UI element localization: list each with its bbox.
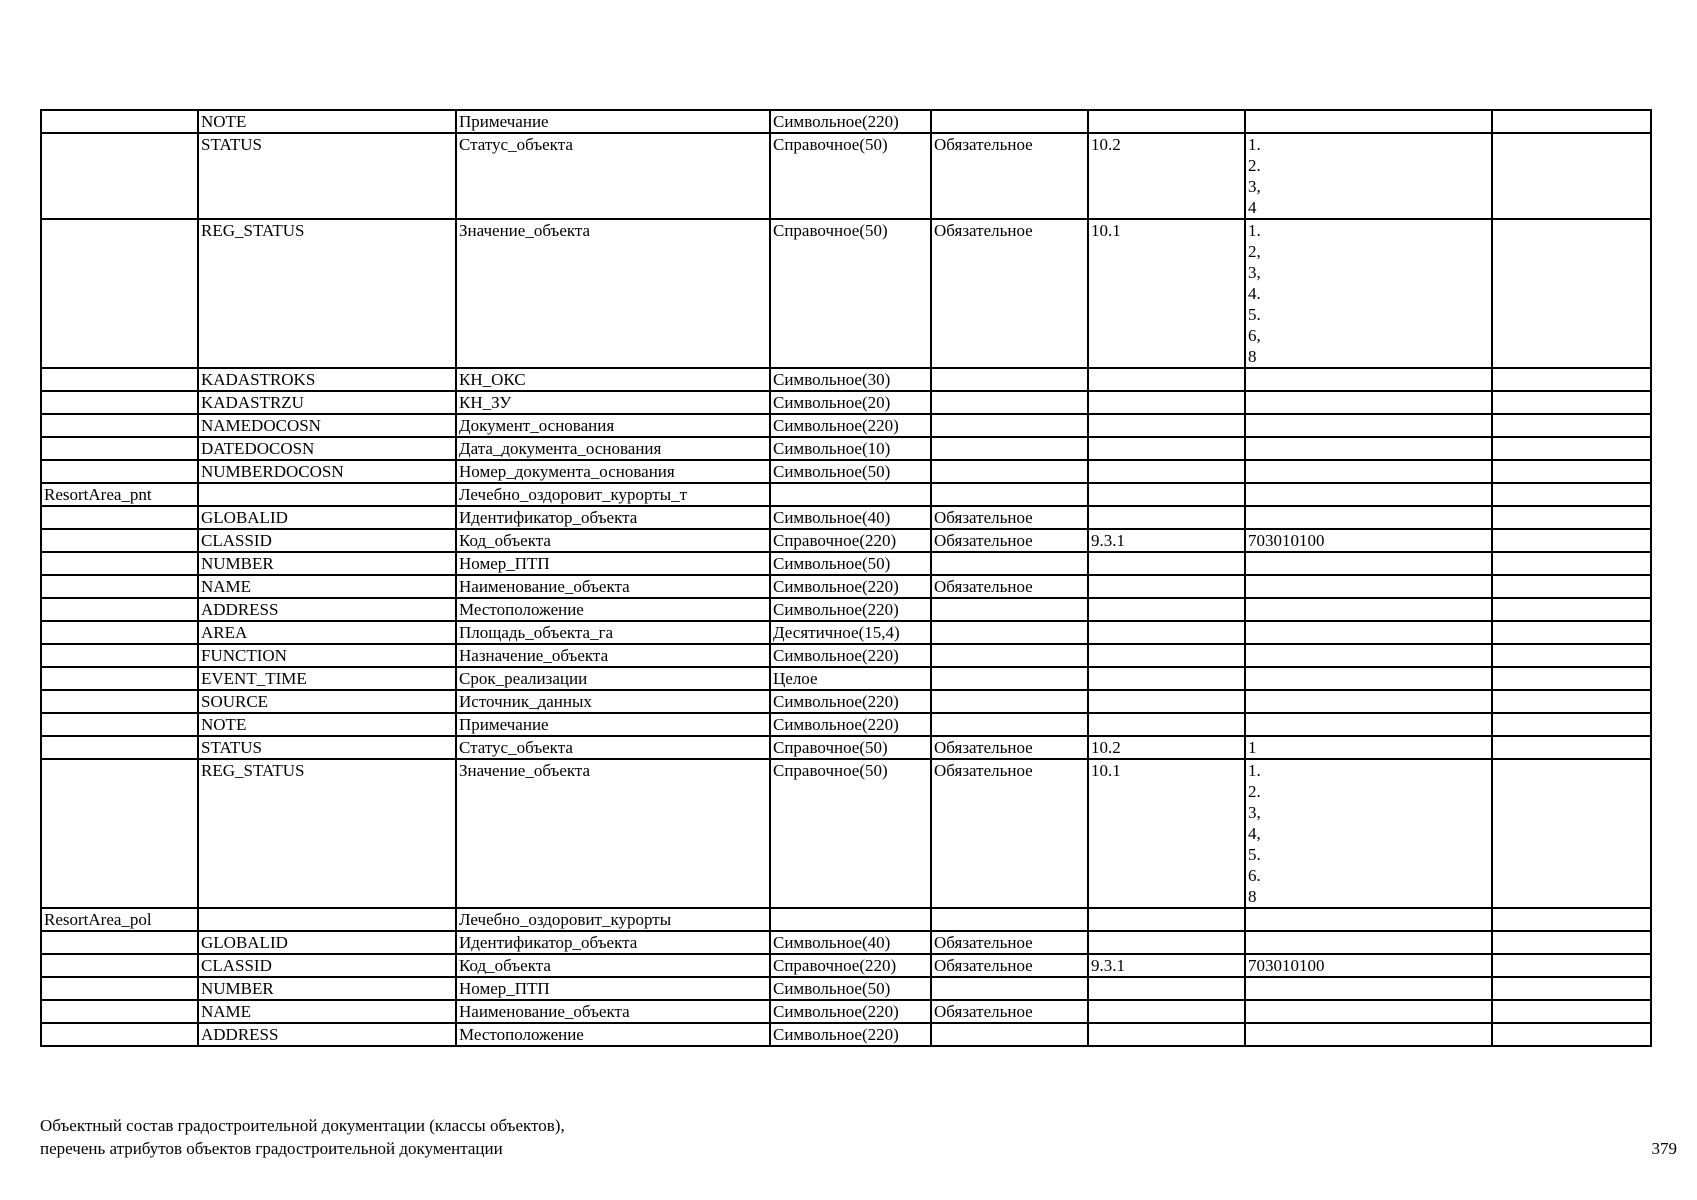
alias-cell: Номер_ПТП: [456, 977, 770, 1000]
type-cell: [770, 483, 931, 506]
field-name-cell: CLASSID: [198, 954, 456, 977]
requirement-cell: Обязательное: [931, 219, 1088, 368]
extra-cell: [1492, 529, 1651, 552]
class-name-cell: [41, 529, 198, 552]
reference-cell: [1088, 621, 1245, 644]
requirement-cell: [931, 437, 1088, 460]
extra-cell: [1492, 219, 1651, 368]
extra-cell: [1492, 575, 1651, 598]
field-name-cell: EVENT_TIME: [198, 667, 456, 690]
type-cell: Символьное(20): [770, 391, 931, 414]
type-cell: Символьное(50): [770, 977, 931, 1000]
alias-cell: Местоположение: [456, 598, 770, 621]
reference-cell: [1088, 667, 1245, 690]
values-cell: [1245, 1023, 1492, 1046]
type-cell: Символьное(220): [770, 598, 931, 621]
requirement-cell: [931, 690, 1088, 713]
requirement-cell: Обязательное: [931, 575, 1088, 598]
requirement-cell: [931, 368, 1088, 391]
class-name-cell: [41, 598, 198, 621]
extra-cell: [1492, 713, 1651, 736]
reference-cell: 10.2: [1088, 736, 1245, 759]
extra-cell: [1492, 667, 1651, 690]
type-cell: Справочное(50): [770, 736, 931, 759]
reference-cell: [1088, 690, 1245, 713]
requirement-cell: [931, 110, 1088, 133]
alias-cell: Наименование_объекта: [456, 575, 770, 598]
requirement-cell: [931, 1023, 1088, 1046]
requirement-cell: [931, 908, 1088, 931]
type-cell: [770, 908, 931, 931]
values-cell: [1245, 931, 1492, 954]
field-name-cell: [198, 908, 456, 931]
reference-cell: 9.3.1: [1088, 529, 1245, 552]
extra-cell: [1492, 954, 1651, 977]
class-name-cell: [41, 1000, 198, 1023]
requirement-cell: Обязательное: [931, 133, 1088, 219]
field-name-cell: [198, 483, 456, 506]
table-row: [41, 644, 1651, 667]
reference-cell: [1088, 977, 1245, 1000]
field-name-cell: STATUS: [198, 736, 456, 759]
extra-cell: [1492, 460, 1651, 483]
reference-cell: [1088, 644, 1245, 667]
table-row: [41, 1000, 1651, 1023]
values-cell: [1245, 391, 1492, 414]
class-name-cell: [41, 368, 198, 391]
type-cell: Справочное(220): [770, 954, 931, 977]
alias-cell: Наименование_объекта: [456, 1000, 770, 1023]
table-row: [41, 133, 1651, 219]
class-name-cell: [41, 414, 198, 437]
extra-cell: [1492, 977, 1651, 1000]
values-cell: [1245, 414, 1492, 437]
table-row: [41, 506, 1651, 529]
table-row: [41, 621, 1651, 644]
field-name-cell: GLOBALID: [198, 931, 456, 954]
class-name-cell: [41, 437, 198, 460]
table-row: [41, 713, 1651, 736]
reference-cell: [1088, 506, 1245, 529]
table-row: [41, 977, 1651, 1000]
reference-cell: [1088, 552, 1245, 575]
alias-cell: Код_объекта: [456, 529, 770, 552]
table-row: [41, 690, 1651, 713]
reference-cell: [1088, 598, 1245, 621]
values-cell: [1245, 575, 1492, 598]
type-cell: Символьное(50): [770, 460, 931, 483]
reference-cell: [1088, 1000, 1245, 1023]
alias-cell: Значение_объекта: [456, 759, 770, 908]
reference-cell: [1088, 368, 1245, 391]
extra-cell: [1492, 621, 1651, 644]
type-cell: Справочное(50): [770, 759, 931, 908]
requirement-cell: [931, 977, 1088, 1000]
attributes-table: [40, 109, 1652, 1047]
values-cell: [1245, 667, 1492, 690]
class-name-cell: [41, 644, 198, 667]
type-cell: Символьное(220): [770, 1000, 931, 1023]
alias-cell: Источник_данных: [456, 690, 770, 713]
alias-cell: Площадь_объекта_га: [456, 621, 770, 644]
field-name-cell: CLASSID: [198, 529, 456, 552]
requirement-cell: [931, 598, 1088, 621]
type-cell: Символьное(10): [770, 437, 931, 460]
class-name-cell: [41, 133, 198, 219]
requirement-cell: [931, 644, 1088, 667]
alias-cell: Статус_объекта: [456, 736, 770, 759]
extra-cell: [1492, 368, 1651, 391]
field-name-cell: NUMBERDOCOSN: [198, 460, 456, 483]
alias-cell: Номер_документа_основания: [456, 460, 770, 483]
values-cell: [1245, 552, 1492, 575]
type-cell: Символьное(220): [770, 575, 931, 598]
extra-cell: [1492, 644, 1651, 667]
alias-cell: Код_объекта: [456, 954, 770, 977]
type-cell: Символьное(40): [770, 931, 931, 954]
requirement-cell: Обязательное: [931, 529, 1088, 552]
class-name-cell: [41, 506, 198, 529]
table-row: [41, 437, 1651, 460]
requirement-cell: [931, 667, 1088, 690]
values-cell: [1245, 368, 1492, 391]
extra-cell: [1492, 391, 1651, 414]
alias-cell: Статус_объекта: [456, 133, 770, 219]
class-name-cell: [41, 736, 198, 759]
requirement-cell: Обязательное: [931, 736, 1088, 759]
values-cell: [1245, 110, 1492, 133]
values-cell: [1245, 598, 1492, 621]
values-cell: [1245, 460, 1492, 483]
class-name-cell: [41, 552, 198, 575]
table-row: [41, 931, 1651, 954]
field-name-cell: NUMBER: [198, 977, 456, 1000]
reference-cell: 10.1: [1088, 759, 1245, 908]
requirement-cell: Обязательное: [931, 759, 1088, 908]
values-cell: [1245, 1000, 1492, 1023]
extra-cell: [1492, 908, 1651, 931]
values-cell: 1. 2, 3, 4. 5. 6, 8: [1245, 219, 1492, 368]
class-name-cell: [41, 759, 198, 908]
reference-cell: [1088, 483, 1245, 506]
values-cell: [1245, 690, 1492, 713]
requirement-cell: [931, 713, 1088, 736]
field-name-cell: NAME: [198, 575, 456, 598]
table-row: [41, 736, 1651, 759]
values-cell: 1. 2. 3, 4: [1245, 133, 1492, 219]
requirement-cell: [931, 391, 1088, 414]
requirement-cell: [931, 621, 1088, 644]
reference-cell: [1088, 1023, 1245, 1046]
reference-cell: [1088, 391, 1245, 414]
extra-cell: [1492, 110, 1651, 133]
table-row: [41, 460, 1651, 483]
type-cell: Символьное(220): [770, 690, 931, 713]
alias-cell: Значение_объекта: [456, 219, 770, 368]
values-cell: [1245, 908, 1492, 931]
extra-cell: [1492, 690, 1651, 713]
table-row: [41, 1023, 1651, 1046]
type-cell: Справочное(50): [770, 133, 931, 219]
reference-cell: [1088, 575, 1245, 598]
footer-caption: Объектный состав градостроительной документации (классы объектов), перечень атрибутов объектов градостроительной документации: [40, 1116, 565, 1158]
table-row: [41, 667, 1651, 690]
page-number: 379: [1651, 1139, 1677, 1158]
alias-cell: Идентификатор_объекта: [456, 506, 770, 529]
alias-cell: КН_ЗУ: [456, 391, 770, 414]
table-row: [41, 598, 1651, 621]
table-row: [41, 368, 1651, 391]
values-cell: 703010100: [1245, 954, 1492, 977]
extra-cell: [1492, 437, 1651, 460]
class-name-cell: [41, 713, 198, 736]
requirement-cell: Обязательное: [931, 506, 1088, 529]
table-row: [41, 219, 1651, 368]
class-name-cell: [41, 954, 198, 977]
field-name-cell: NAMEDOCOSN: [198, 414, 456, 437]
table-row: [41, 552, 1651, 575]
extra-cell: [1492, 598, 1651, 621]
values-cell: [1245, 483, 1492, 506]
type-cell: Десятичное(15,4): [770, 621, 931, 644]
table-row: [41, 759, 1651, 908]
type-cell: Справочное(220): [770, 529, 931, 552]
alias-cell: Местоположение: [456, 1023, 770, 1046]
values-cell: [1245, 977, 1492, 1000]
field-name-cell: ADDRESS: [198, 598, 456, 621]
type-cell: Символьное(50): [770, 552, 931, 575]
alias-cell: КН_ОКС: [456, 368, 770, 391]
extra-cell: [1492, 133, 1651, 219]
values-cell: [1245, 713, 1492, 736]
values-cell: [1245, 621, 1492, 644]
alias-cell: Дата_документа_основания: [456, 437, 770, 460]
extra-cell: [1492, 483, 1651, 506]
field-name-cell: STATUS: [198, 133, 456, 219]
class-name-cell: ResortArea_pol: [41, 908, 198, 931]
reference-cell: [1088, 437, 1245, 460]
extra-cell: [1492, 1000, 1651, 1023]
extra-cell: [1492, 736, 1651, 759]
field-name-cell: FUNCTION: [198, 644, 456, 667]
alias-cell: Документ_основания: [456, 414, 770, 437]
requirement-cell: [931, 460, 1088, 483]
alias-cell: Примечание: [456, 110, 770, 133]
field-name-cell: KADASTRZU: [198, 391, 456, 414]
table-row: [41, 483, 1651, 506]
reference-cell: [1088, 931, 1245, 954]
values-cell: 1: [1245, 736, 1492, 759]
alias-cell: Лечебно_оздоровит_курорты: [456, 908, 770, 931]
type-cell: Символьное(220): [770, 110, 931, 133]
extra-cell: [1492, 1023, 1651, 1046]
class-name-cell: [41, 977, 198, 1000]
requirement-cell: Обязательное: [931, 1000, 1088, 1023]
type-cell: Символьное(220): [770, 713, 931, 736]
reference-cell: [1088, 460, 1245, 483]
field-name-cell: NOTE: [198, 713, 456, 736]
class-name-cell: [41, 391, 198, 414]
type-cell: Символьное(220): [770, 1023, 931, 1046]
reference-cell: 10.1: [1088, 219, 1245, 368]
field-name-cell: SOURCE: [198, 690, 456, 713]
reference-cell: [1088, 414, 1245, 437]
field-name-cell: ADDRESS: [198, 1023, 456, 1046]
type-cell: Целое: [770, 667, 931, 690]
field-name-cell: AREA: [198, 621, 456, 644]
field-name-cell: NUMBER: [198, 552, 456, 575]
field-name-cell: KADASTROKS: [198, 368, 456, 391]
type-cell: Символьное(40): [770, 506, 931, 529]
extra-cell: [1492, 931, 1651, 954]
class-name-cell: [41, 621, 198, 644]
field-name-cell: REG_STATUS: [198, 759, 456, 908]
table-row: [41, 908, 1651, 931]
reference-cell: [1088, 908, 1245, 931]
type-cell: Справочное(50): [770, 219, 931, 368]
extra-cell: [1492, 414, 1651, 437]
alias-cell: Назначение_объекта: [456, 644, 770, 667]
values-cell: 1. 2. 3, 4, 5. 6. 8: [1245, 759, 1492, 908]
type-cell: Символьное(220): [770, 644, 931, 667]
requirement-cell: [931, 483, 1088, 506]
table-row: [41, 391, 1651, 414]
field-name-cell: REG_STATUS: [198, 219, 456, 368]
requirement-cell: Обязательное: [931, 931, 1088, 954]
table-row: [41, 529, 1651, 552]
alias-cell: Лечебно_оздоровит_курорты_т: [456, 483, 770, 506]
requirement-cell: Обязательное: [931, 954, 1088, 977]
table-row: [41, 110, 1651, 133]
field-name-cell: GLOBALID: [198, 506, 456, 529]
alias-cell: Срок_реализации: [456, 667, 770, 690]
alias-cell: Примечание: [456, 713, 770, 736]
extra-cell: [1492, 759, 1651, 908]
reference-cell: [1088, 713, 1245, 736]
type-cell: Символьное(220): [770, 414, 931, 437]
class-name-cell: [41, 667, 198, 690]
class-name-cell: [41, 575, 198, 598]
field-name-cell: NAME: [198, 1000, 456, 1023]
extra-cell: [1492, 506, 1651, 529]
table-row: [41, 954, 1651, 977]
values-cell: [1245, 506, 1492, 529]
class-name-cell: [41, 1023, 198, 1046]
values-cell: [1245, 437, 1492, 460]
values-cell: [1245, 644, 1492, 667]
type-cell: Символьное(30): [770, 368, 931, 391]
extra-cell: [1492, 552, 1651, 575]
reference-cell: [1088, 110, 1245, 133]
class-name-cell: [41, 690, 198, 713]
field-name-cell: NOTE: [198, 110, 456, 133]
class-name-cell: [41, 219, 198, 368]
requirement-cell: [931, 414, 1088, 437]
class-name-cell: [41, 460, 198, 483]
class-name-cell: ResortArea_pnt: [41, 483, 198, 506]
reference-cell: 10.2: [1088, 133, 1245, 219]
class-name-cell: [41, 931, 198, 954]
class-name-cell: [41, 110, 198, 133]
table-row: [41, 414, 1651, 437]
reference-cell: 9.3.1: [1088, 954, 1245, 977]
alias-cell: Идентификатор_объекта: [456, 931, 770, 954]
alias-cell: Номер_ПТП: [456, 552, 770, 575]
table-row: [41, 575, 1651, 598]
requirement-cell: [931, 552, 1088, 575]
values-cell: 703010100: [1245, 529, 1492, 552]
table-body: [41, 110, 1651, 1046]
field-name-cell: DATEDOCOSN: [198, 437, 456, 460]
